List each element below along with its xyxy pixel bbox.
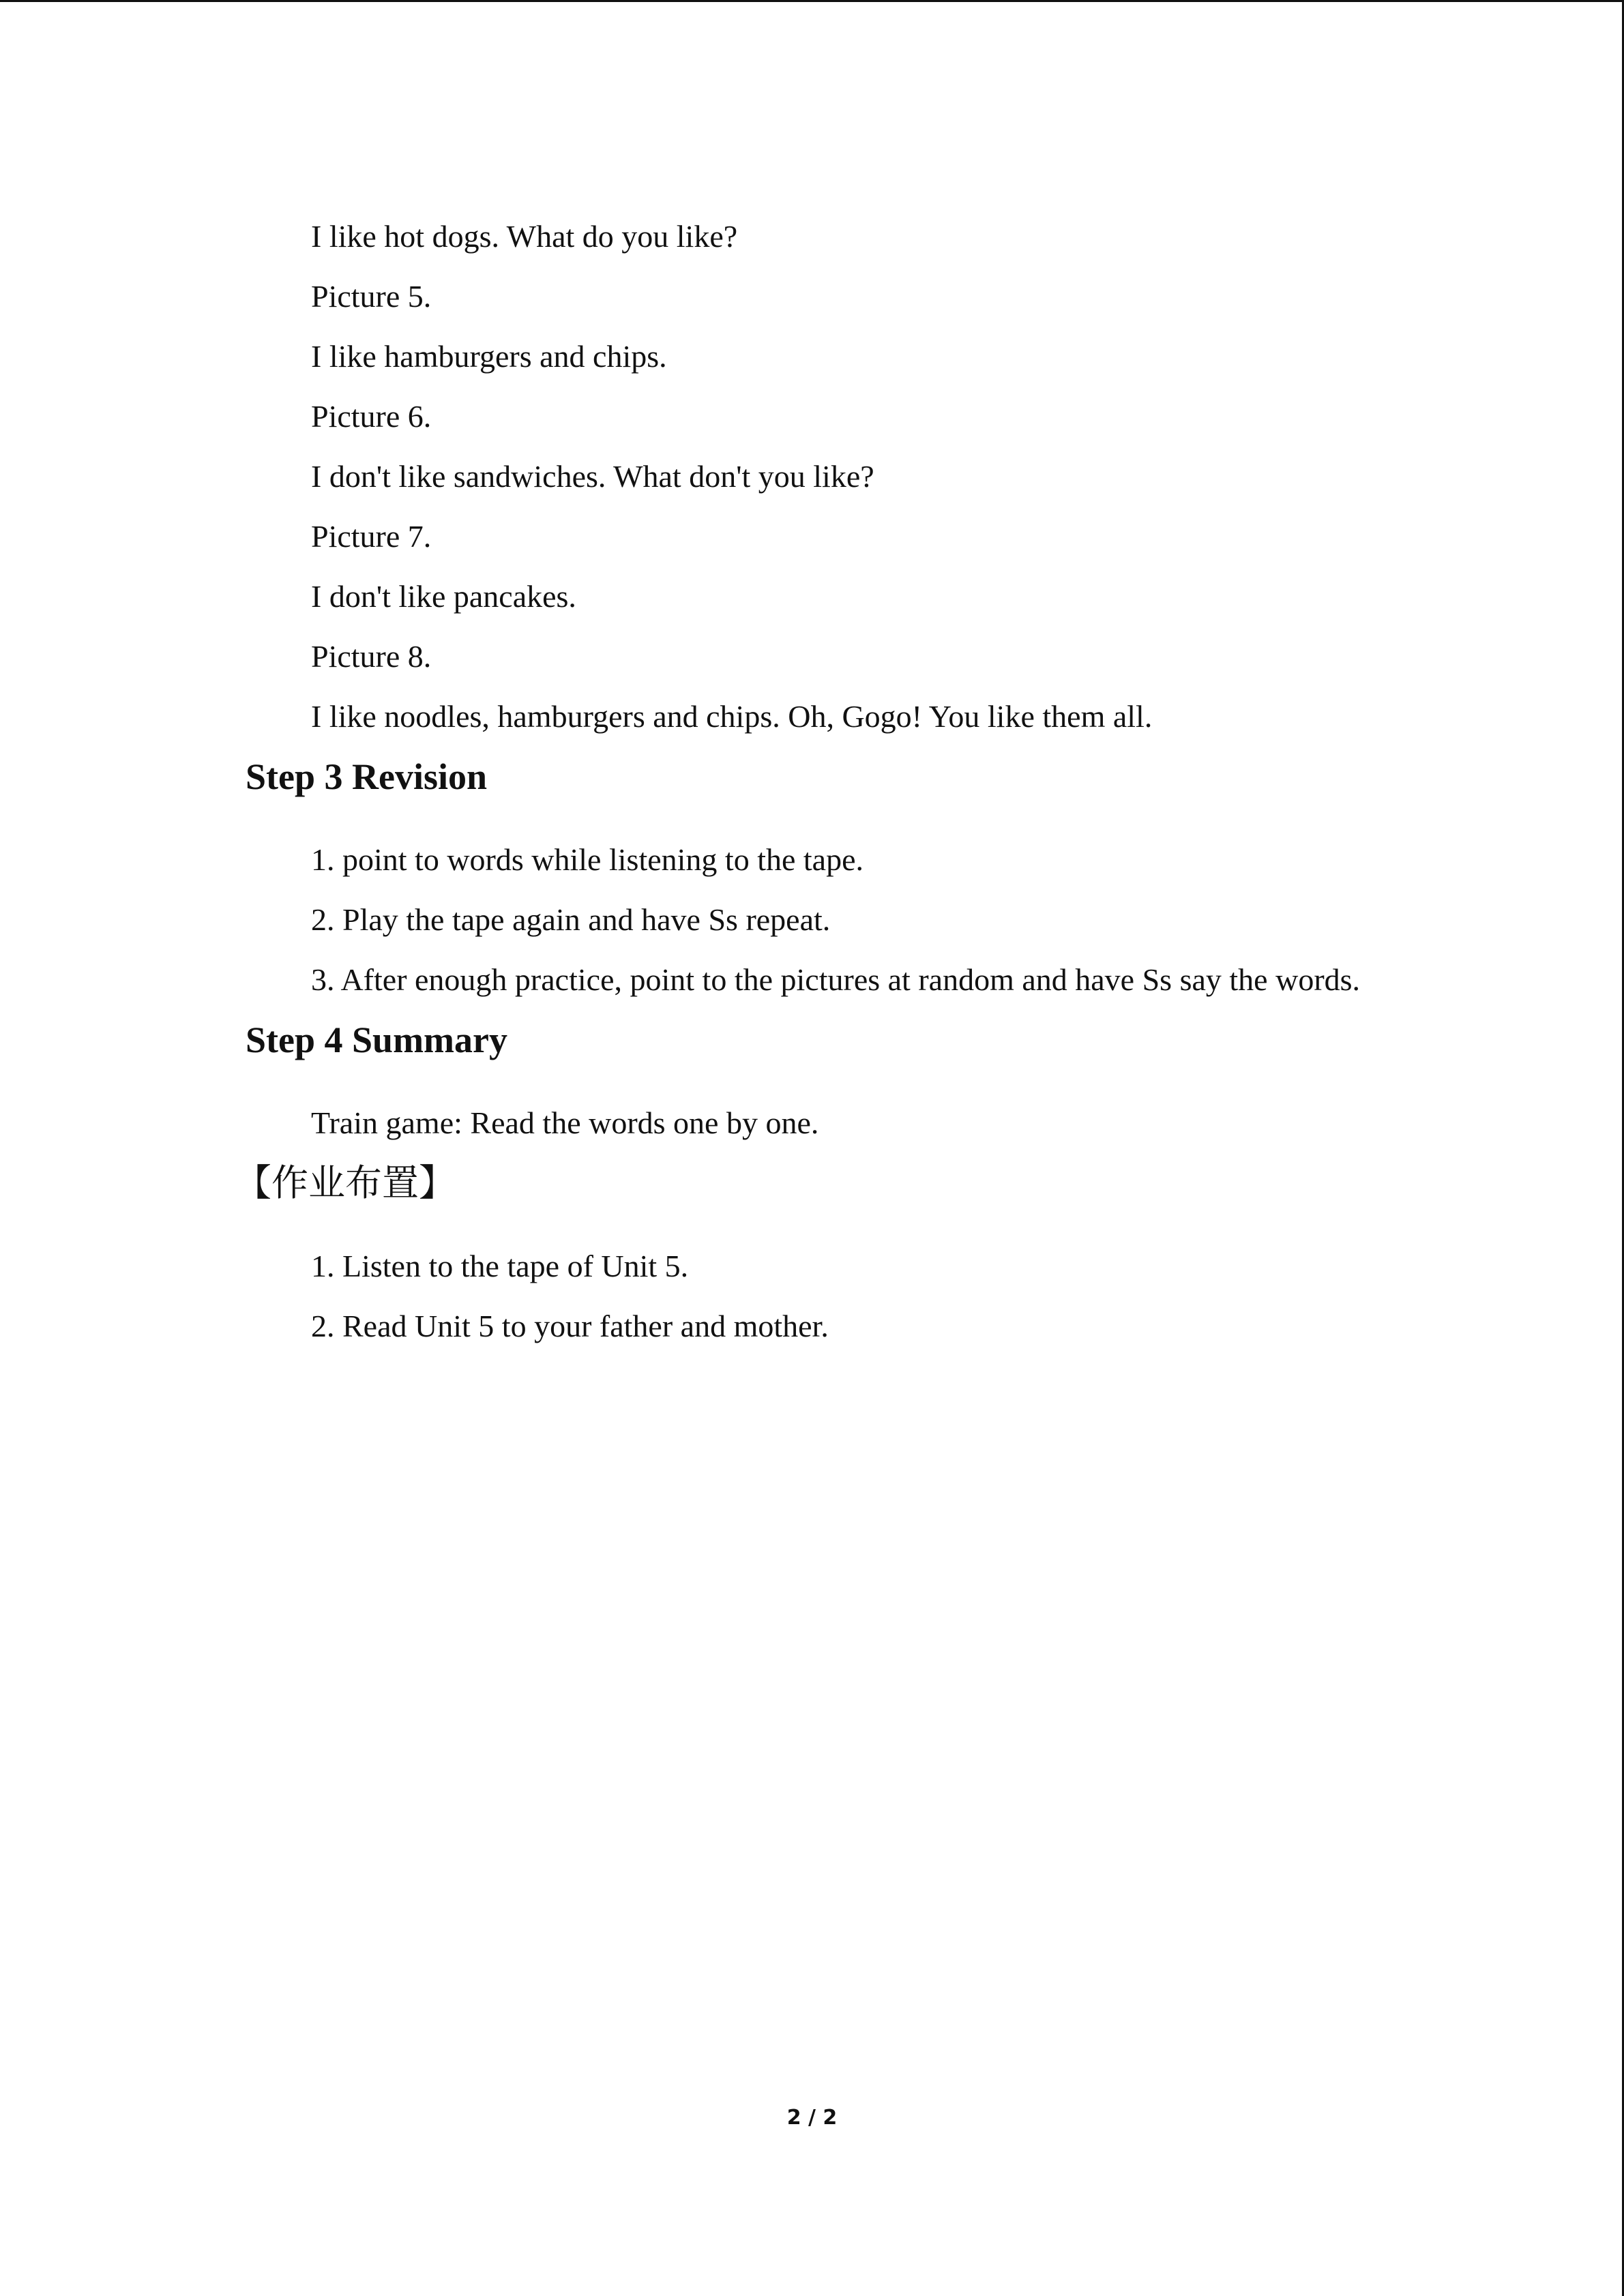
- step4-heading: Step 4 Summary: [246, 1019, 508, 1060]
- dialogue-line: Picture 7.: [311, 519, 432, 554]
- homework-item: 1. Listen to the tape of Unit 5.: [311, 1249, 689, 1283]
- page-number: 2 / 2: [786, 2106, 838, 2130]
- page-content: [235, 207, 1379, 1356]
- step3-item: 3. After enough practice, point to the pictures at random and have Ss say the words.: [311, 962, 1361, 997]
- dialogue-line: I don't like sandwiches. What don't you like?: [311, 459, 874, 494]
- dialogue-line: Picture 6.: [311, 399, 432, 434]
- homework-heading: 【作业布置】: [235, 1161, 456, 1204]
- dialogue-line: I like noodles, hamburgers and chips. Oh, Gogo! You like them all.: [311, 699, 1153, 734]
- dialogue-line: Picture 5.: [311, 279, 432, 314]
- step4-item: Train game: Read the words one by one.: [311, 1105, 819, 1140]
- step3-item: 2. Play the tape again and have Ss repeat.: [311, 902, 831, 937]
- homework-item: 2. Read Unit 5 to your father and mother.: [311, 1309, 829, 1343]
- dialogue-line: I don't like pancakes.: [311, 579, 576, 614]
- dialogue-line: I like hamburgers and chips.: [311, 339, 667, 374]
- dialogue-line: I like hot dogs. What do you like?: [311, 219, 738, 254]
- step3-item: 1. point to words while listening to the tape.: [311, 842, 864, 877]
- dialogue-line: Picture 8.: [311, 639, 432, 674]
- step3-heading: Step 3 Revision: [246, 756, 488, 797]
